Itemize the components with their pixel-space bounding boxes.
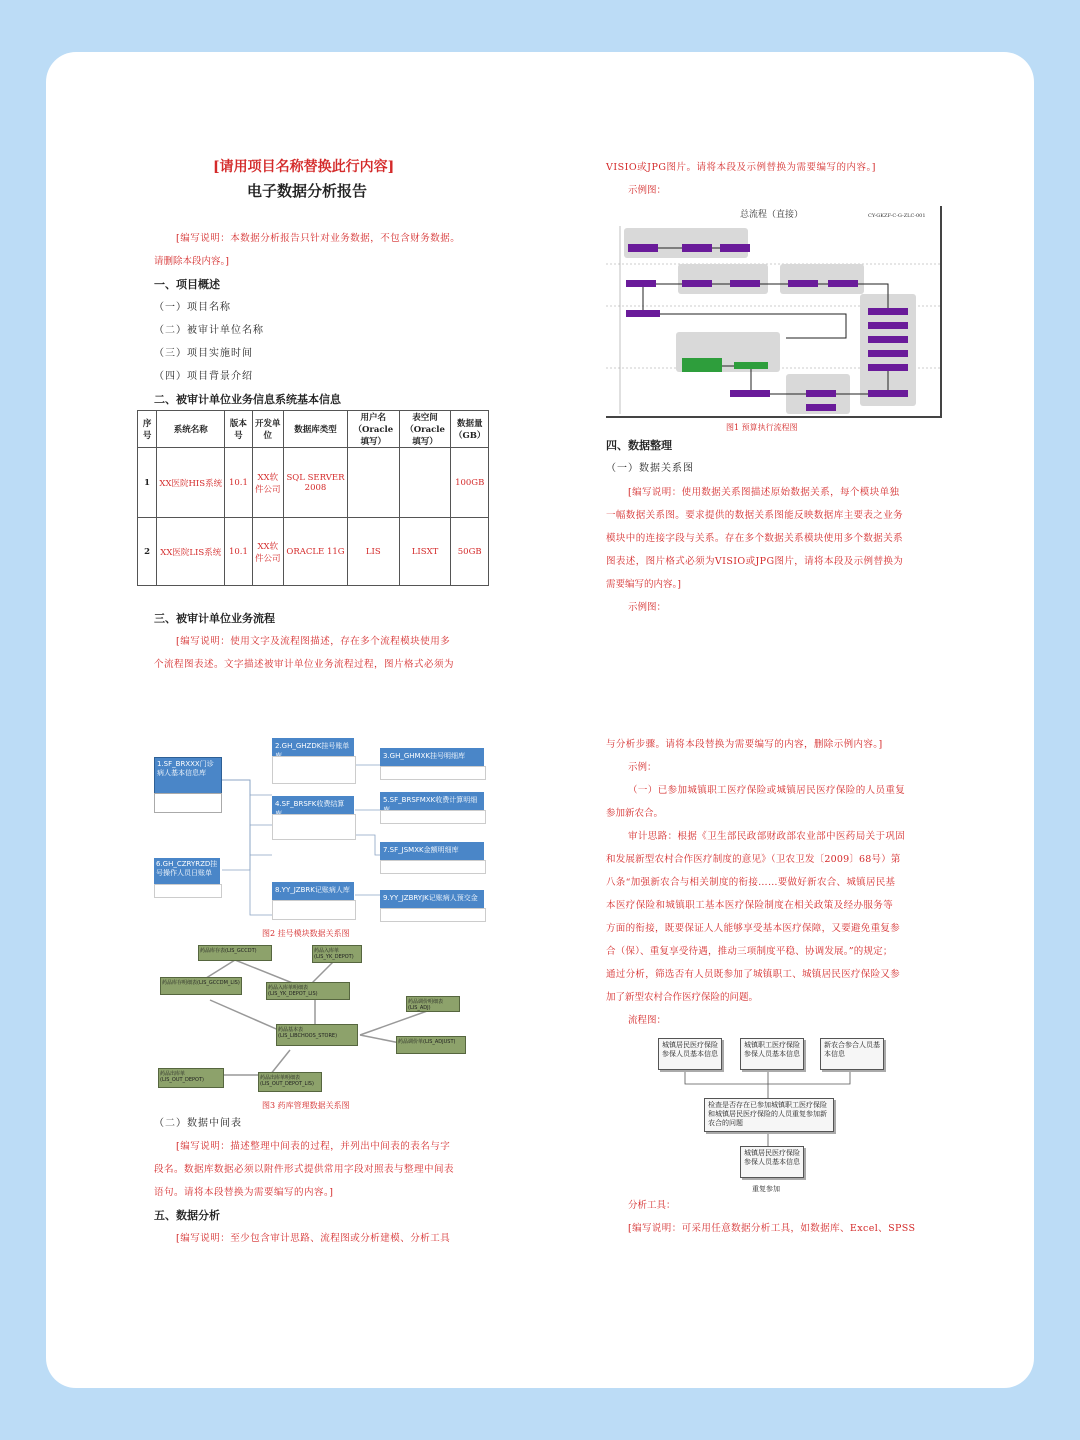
table-row	[138, 518, 489, 586]
body-line: 审计思路：根据《卫生部民政部财政部农业部中医药局关于巩固	[628, 831, 906, 842]
entity-box: 药品库存明细表(LIS_GCCDM_LIS)	[160, 977, 242, 995]
table-fields	[380, 810, 486, 824]
note-line: [编写说明：本数据分析报告只针对业务数据，不包含财务数据。	[176, 233, 461, 244]
table-fields	[380, 766, 486, 780]
figure-caption: 图2 挂号模块数据关系图	[262, 929, 350, 938]
body-line: 和发展新型农村合作医疗制度的意见》（卫农卫发〔2009〕68号）第	[606, 854, 901, 865]
figure-caption: 图1 预算执行流程图	[726, 423, 798, 432]
table-header: 系统名称	[157, 411, 225, 448]
table-row	[138, 448, 489, 518]
budget-flowchart	[606, 206, 942, 418]
entity-box: 药品调价明细表(LIS_ADJ)	[406, 996, 460, 1012]
table-box: 7.SF_JSMXK金额明细库	[380, 842, 484, 860]
body-line: 八条“加强新农合与相关制度的衔接……要做好新农合、城镇居民基	[606, 877, 896, 888]
table-header: 用户名（Oracle填写）	[347, 411, 399, 448]
table-box: 3.GH_GHMXK挂号明细库	[380, 748, 484, 766]
note-line: 一幅数据关系图。要求提供的数据关系图能反映数据库主要表之业务	[606, 510, 904, 521]
table-header: 序号	[138, 411, 157, 448]
entity-box: 药品入库单(LIS_YK_DEPOT)	[312, 945, 362, 963]
section-heading: 五、数据分析	[154, 1209, 220, 1222]
flow-label: 流程图：	[628, 1015, 667, 1026]
table-cell: 1	[138, 448, 157, 518]
table-header: 表空间（Oracle填写）	[399, 411, 451, 448]
entity-box: 药品出库单(LIS_OUT_DEPOT)	[158, 1068, 224, 1088]
table-fields	[272, 814, 356, 840]
body-line: 与分析步骤。请将本段替换为需要编写的内容，删除示例内容。]	[606, 739, 883, 750]
project-title-placeholder: [请用项目名称替换此行内容]	[213, 159, 395, 175]
flow-box: 城镇居民医疗保险参保人员基本信息	[658, 1038, 722, 1070]
body-line: 合（保）、重复享受待遇，推动三项制度平稳、协调发展。”的规定；	[606, 946, 893, 957]
body-line: 本医疗保险和城镇职工基本医疗保险制度在相关政策及经办服务等	[606, 900, 894, 911]
table-cell	[399, 448, 451, 518]
table-header: 数据量（GB）	[451, 411, 489, 448]
note-line: 个流程图表述。文字描述被审计单位业务流程过程，图片格式必须为	[154, 659, 455, 670]
body-line: （一）已参加城镇职工医疗保险或城镇居民医疗保险的人员重复	[628, 785, 906, 796]
table-cell	[347, 448, 399, 518]
note-line: 语句。请将本段替换为需要编写的内容。]	[154, 1187, 334, 1198]
subsection: （四）项目背景介绍	[154, 371, 253, 382]
entity-box: 药品调价单(LIS_ADJUST)	[396, 1036, 466, 1054]
body-line: 加了新型农村合作医疗保险的问题。	[606, 992, 759, 1003]
flow-box: 城镇职工医疗保险参保人员基本信息	[740, 1038, 804, 1070]
system-info-table	[137, 410, 489, 586]
table-fields	[154, 884, 222, 898]
note-line: [编写说明：使用数据关系图描述原始数据关系，每个模块单独	[628, 487, 900, 498]
table-box: 2.GH_GHZDK挂号账单	[272, 738, 354, 756]
table-cell: XX医院LIS系统	[157, 518, 225, 586]
section-heading: 三、被审计单位业务流程	[154, 612, 275, 625]
body-line: 示例：	[628, 762, 657, 773]
table-cell: 10.1	[225, 448, 252, 518]
table-box: 1.SF_BRXXX门诊病人基本信息库	[154, 757, 222, 795]
table-cell: SQL SERVER 2008	[284, 448, 348, 518]
entity-box: 药品库存表(LIS_GCCDT)	[198, 945, 272, 961]
flow-box: 检查是否存在已参加城镇职工医疗保险和城镇居民医疗保险的人员重复参加新农合的问题	[704, 1098, 834, 1132]
subsection: （二）数据中间表	[154, 1118, 242, 1129]
note-line: [编写说明：至少包含审计思路、流程图或分析建模、分析工具	[176, 1233, 451, 1244]
flowchart-title: 总流程（直接）	[740, 210, 804, 220]
table-cell: 2	[138, 518, 157, 586]
tools-label: 分析工具：	[628, 1200, 676, 1211]
table-header: 开发单位	[252, 411, 283, 448]
entity-box: 药品入库单明细表(LIS_YK_DEPOT_LIS)	[266, 982, 350, 1000]
section-heading: 四、数据整理	[606, 439, 672, 452]
note-line: VISIO或JPG图片。请将本段及示例替换为需要编写的内容。]	[606, 162, 876, 173]
table-cell: 10.1	[225, 518, 252, 586]
table-header: 版本号	[225, 411, 252, 448]
note-line: [编写说明：描述整理中间表的过程，并列出中间表的表名与字	[176, 1141, 451, 1152]
table-fields	[272, 756, 356, 784]
table-cell: XX软件公司	[252, 518, 283, 586]
table-header: 数据库类型	[284, 411, 348, 448]
table-fields	[272, 900, 356, 920]
flowchart-code: CY-GKZF-C-G-ZLC-001	[868, 213, 926, 219]
note-line: 需要编写的内容。]	[606, 579, 681, 590]
note-line: 请删除本段内容。]	[154, 256, 229, 267]
section-heading: 二、被审计单位业务信息系统基本信息	[154, 393, 341, 406]
table-cell: 50GB	[451, 518, 489, 586]
subsection: （一）数据关系图	[606, 463, 694, 474]
table-cell: 100GB	[451, 448, 489, 518]
subsection: （一）项目名称	[154, 302, 231, 313]
example-label: 示例图：	[628, 602, 667, 613]
flow-box: 新农合参合人员基本信息	[820, 1038, 884, 1070]
report-title: 电子数据分析报告	[247, 182, 368, 200]
entity-box: 药品出库单明细表(LIS_OUT_DEPOT_LIS)	[258, 1072, 322, 1092]
body-line: 参加新农合。	[606, 808, 664, 819]
example-label: 示例图：	[628, 185, 667, 196]
flowchart-graphic	[606, 206, 940, 416]
table-box: 9.YY_JZBRYJK记账病人预交金	[380, 890, 484, 908]
table-box: 6.GH_CZRYRZD挂号操作人员日账单	[154, 858, 220, 884]
table-box: 4.SF_BRSFK收费结算	[272, 796, 354, 814]
table-fields	[154, 793, 222, 813]
section-heading: 一、项目概述	[154, 278, 220, 291]
note-line: [编写说明：使用文字及流程图描述，存在多个流程模块使用多	[176, 636, 451, 647]
note-line: 图表述，图片格式必须为VISIO或JPG图片，请将本段及示例替换为	[606, 556, 904, 567]
table-cell: XX医院HIS系统	[157, 448, 225, 518]
table-box: 5.SF_BRSFMXK收费计算明细	[380, 792, 484, 810]
subsection: （三）项目实施时间	[154, 348, 253, 359]
body-line: 方面的衔接，既要保证人人能够享受基本医疗保障，又要避免重复参	[606, 923, 901, 934]
table-box: 8.YY_JZBRK记账病人库	[272, 882, 354, 900]
subsection: （二）被审计单位名称	[154, 325, 264, 336]
table-cell: LISXT	[399, 518, 451, 586]
flow-result-label: 重复参加	[752, 1185, 780, 1193]
note-line: [编写说明：可采用任意数据分析工具，如数据库、Excel、SPSS	[628, 1223, 916, 1234]
flow-box: 城镇居民医疗保险参保人员基本信息	[740, 1146, 804, 1178]
figure-caption: 图3 药库管理数据关系图	[262, 1101, 350, 1110]
table-cell: LIS	[347, 518, 399, 586]
table-fields	[380, 908, 486, 922]
note-line: 段名。数据库数据必须以附件形式提供常用字段对照表与整理中间表	[154, 1164, 455, 1175]
note-line: 模块中的连接字段与关系。存在多个数据关系模块使用多个数据关系	[606, 533, 904, 544]
body-line: 通过分析，筛选否有人员既参加了城镇职工、城镇居民医疗保险又参	[606, 969, 901, 980]
table-cell: XX软件公司	[252, 448, 283, 518]
entity-box: 药品基本表(LIS_LIBCHOOS_STORE)	[276, 1024, 358, 1046]
table-fields	[380, 860, 486, 874]
table-cell: ORACLE 11G	[284, 518, 348, 586]
